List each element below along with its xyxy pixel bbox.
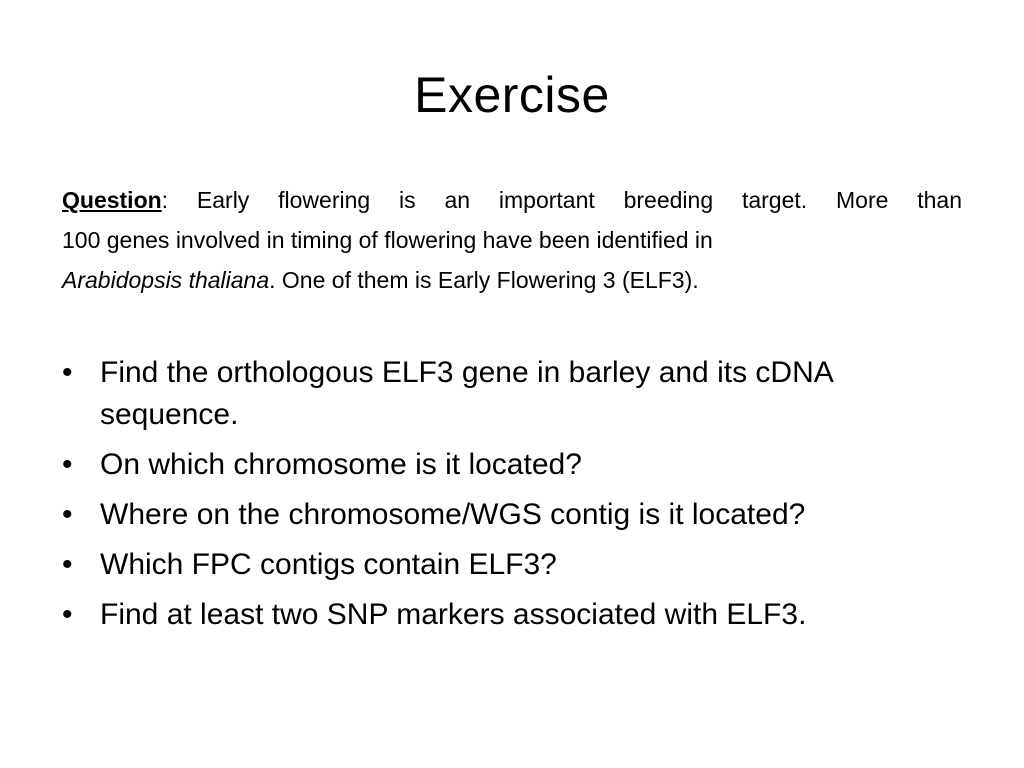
bullet-icon: • [62, 356, 73, 389]
question-text-2: 100 genes involved in timing of flowering have been identified in [62, 227, 713, 253]
task-text: Find the orthologous ELF3 gene in barley and its cDNA sequence. [100, 356, 833, 431]
task-item [62, 444, 962, 486]
task-text: On which chromosome is it located? [100, 448, 582, 481]
slide-title: Exercise [414, 67, 610, 123]
bullet-icon: • [62, 598, 73, 631]
task-text: Find at least two SNP markers associated with ELF3. [100, 598, 807, 631]
question-line-2 [62, 220, 962, 260]
bullet-icon: • [62, 448, 73, 481]
question-paragraph [62, 180, 962, 300]
bullet-icon: • [62, 548, 73, 581]
species-name: Arabidopsis thaliana [62, 267, 270, 293]
task-item [62, 352, 962, 436]
task-list [62, 352, 962, 644]
task-text: Which FPC contigs contain ELF3? [100, 548, 557, 581]
question-line-3 [62, 260, 962, 300]
bullet-icon: • [62, 498, 73, 531]
task-text: Where on the chromosome/WGS contig is it located? [100, 498, 806, 531]
question-text-1: : Early flowering is an important breeding target. More than [161, 187, 962, 213]
task-item [62, 494, 962, 536]
question-text-3: . One of them is Early Flowering 3 (ELF3). [269, 267, 699, 293]
task-item [62, 544, 962, 586]
task-item [62, 594, 962, 636]
question-line-1 [62, 180, 962, 220]
question-label: Question [62, 187, 162, 213]
